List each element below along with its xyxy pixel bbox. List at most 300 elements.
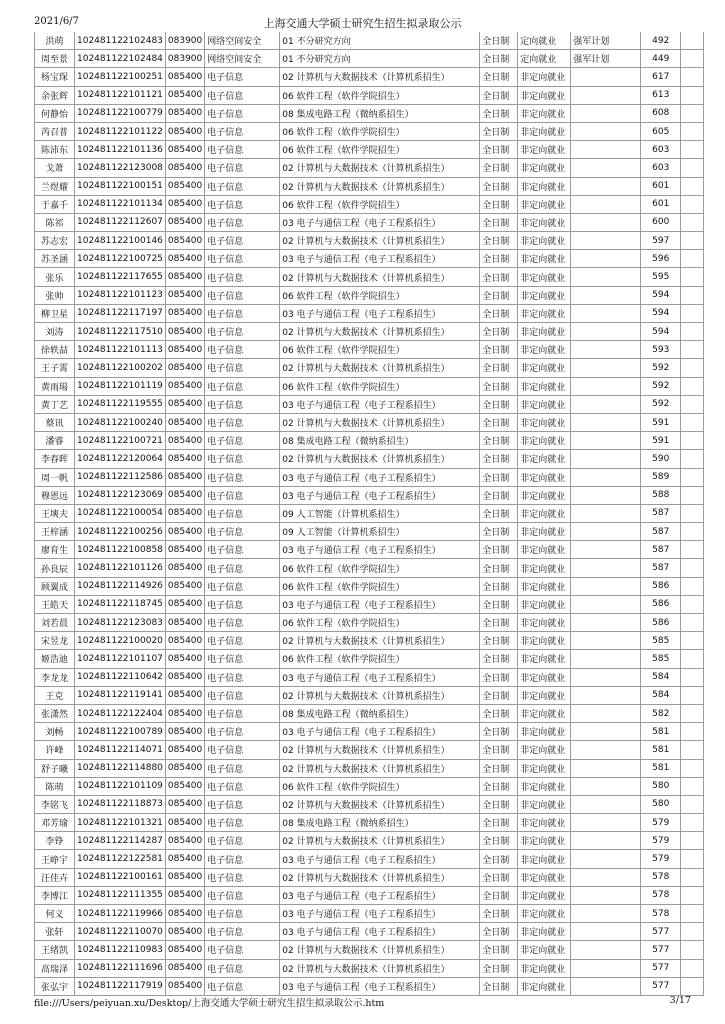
research-direction-cell: 02 计算机与大数据技术（计算机系招生） [280,741,480,759]
employment-type-cell: 非定向就业 [518,159,571,177]
employment-type-cell: 非定向就业 [518,941,571,959]
file-url: file:///Users/peiyuan.xu/Desktop/上海交通大学硕士研究生招生拟录取公示.htm [34,998,385,1009]
research-direction-cell: 03 电子与通信工程（电子工程系招生） [280,541,480,559]
study-mode-cell: 全日制 [480,832,518,850]
major-name-cell: 电子信息 [205,177,280,195]
exam-id-cell: 102481122117919 [75,977,166,995]
exam-id-cell: 102481122100721 [75,432,166,450]
blank-cell [681,32,704,50]
major-code-cell: 085400 [165,468,204,486]
major-code-cell: 085400 [165,122,204,140]
student-name-cell: 余张辉 [35,86,75,104]
exam-id-cell: 102481122100054 [75,504,166,522]
special-plan-cell [571,577,641,595]
major-code-cell: 085400 [165,213,204,231]
special-plan-cell [571,268,641,286]
special-plan-cell [571,323,641,341]
table-row [35,232,704,250]
major-name-cell: 电子信息 [205,395,280,413]
student-name-cell: 何静怡 [35,104,75,122]
research-direction-cell: 02 计算机与大数据技术（计算机系招生） [280,359,480,377]
table-row [35,541,704,559]
exam-id-cell: 102481122101119 [75,377,166,395]
special-plan-cell [571,359,641,377]
table-row [35,122,704,140]
employment-type-cell: 非定向就业 [518,686,571,704]
study-mode-cell: 全日制 [480,50,518,68]
special-plan-cell [571,432,641,450]
student-name-cell: 王塽夫 [35,504,75,522]
table-row [35,905,704,923]
research-direction-cell: 02 计算机与大数据技术（计算机系招生） [280,413,480,431]
special-plan-cell [571,377,641,395]
exam-id-cell: 102481122110983 [75,941,166,959]
exam-id-cell: 102481122100256 [75,523,166,541]
table-row [35,832,704,850]
table-row [35,868,704,886]
study-mode-cell: 全日制 [480,377,518,395]
table-row [35,359,704,377]
total-score-cell: 492 [641,32,681,50]
table-row [35,377,704,395]
table-row [35,86,704,104]
study-mode-cell: 全日制 [480,359,518,377]
total-score-cell: 613 [641,86,681,104]
employment-type-cell: 非定向就业 [518,777,571,795]
major-name-cell: 电子信息 [205,959,280,977]
major-name-cell: 电子信息 [205,923,280,941]
study-mode-cell: 全日制 [480,614,518,632]
major-name-cell: 网络空间安全 [205,50,280,68]
employment-type-cell: 非定向就业 [518,177,571,195]
special-plan-cell [571,795,641,813]
special-plan-cell [571,122,641,140]
special-plan-cell [571,886,641,904]
blank-cell [681,286,704,304]
major-name-cell: 电子信息 [205,213,280,231]
research-direction-cell: 03 电子与通信工程（电子工程系招生） [280,486,480,504]
research-direction-cell: 02 计算机与大数据技术（计算机系招生） [280,177,480,195]
major-code-cell: 085400 [165,323,204,341]
special-plan-cell [571,668,641,686]
major-code-cell: 085400 [165,905,204,923]
total-score-cell: 603 [641,141,681,159]
blank-cell [681,704,704,722]
page-number: 3/17 [669,995,691,1006]
student-name-cell: 汪佳卉 [35,868,75,886]
blank-cell [681,413,704,431]
special-plan-cell [571,104,641,122]
research-direction-cell: 02 计算机与大数据技术（计算机系招生） [280,159,480,177]
employment-type-cell: 非定向就业 [518,122,571,140]
major-name-cell: 电子信息 [205,795,280,813]
study-mode-cell: 全日制 [480,268,518,286]
exam-id-cell: 102481122100858 [75,541,166,559]
major-name-cell: 电子信息 [205,832,280,850]
total-score-cell: 617 [641,68,681,86]
blank-cell [681,250,704,268]
special-plan-cell [571,850,641,868]
major-code-cell: 085400 [165,504,204,522]
major-name-cell: 电子信息 [205,614,280,632]
employment-type-cell: 非定向就业 [518,559,571,577]
study-mode-cell: 全日制 [480,86,518,104]
research-direction-cell: 03 电子与通信工程（电子工程系招生） [280,923,480,941]
student-name-cell: 姬浩迪 [35,650,75,668]
study-mode-cell: 全日制 [480,104,518,122]
study-mode-cell: 全日制 [480,286,518,304]
major-name-cell: 电子信息 [205,450,280,468]
blank-cell [681,795,704,813]
exam-id-cell: 102481122100202 [75,359,166,377]
total-score-cell: 587 [641,504,681,522]
employment-type-cell: 非定向就业 [518,868,571,886]
study-mode-cell: 全日制 [480,850,518,868]
major-code-cell: 085400 [165,650,204,668]
major-code-cell: 085400 [165,395,204,413]
major-name-cell: 电子信息 [205,905,280,923]
total-score-cell: 581 [641,759,681,777]
blank-cell [681,614,704,632]
table-row [35,432,704,450]
research-direction-cell: 03 电子与通信工程（电子工程系招生） [280,304,480,322]
exam-id-cell: 102481122101109 [75,777,166,795]
major-code-cell: 085400 [165,886,204,904]
student-name-cell: 芮召普 [35,122,75,140]
study-mode-cell: 全日制 [480,468,518,486]
blank-cell [681,686,704,704]
blank-cell [681,104,704,122]
major-code-cell: 085400 [165,250,204,268]
exam-id-cell: 102481122100161 [75,868,166,886]
employment-type-cell: 非定向就业 [518,304,571,322]
research-direction-cell: 06 软件工程（软件学院招生） [280,614,480,632]
employment-type-cell: 非定向就业 [518,923,571,941]
blank-cell [681,232,704,250]
employment-type-cell: 非定向就业 [518,432,571,450]
total-score-cell: 581 [641,741,681,759]
table-row [35,595,704,613]
total-score-cell: 591 [641,432,681,450]
student-name-cell: 蔡讯 [35,413,75,431]
special-plan-cell [571,68,641,86]
major-name-cell: 电子信息 [205,304,280,322]
exam-id-cell: 102481122117655 [75,268,166,286]
total-score-cell: 580 [641,777,681,795]
special-plan-cell [571,650,641,668]
major-name-cell: 电子信息 [205,486,280,504]
blank-cell [681,850,704,868]
total-score-cell: 579 [641,814,681,832]
exam-id-cell: 102481122100779 [75,104,166,122]
study-mode-cell: 全日制 [480,741,518,759]
employment-type-cell: 非定向就业 [518,704,571,722]
exam-id-cell: 102481122111355 [75,886,166,904]
special-plan-cell [571,595,641,613]
table-row [35,759,704,777]
research-direction-cell: 03 电子与通信工程（电子工程系招生） [280,468,480,486]
table-row [35,632,704,650]
blank-cell [681,777,704,795]
major-code-cell: 085400 [165,341,204,359]
student-name-cell: 苏圣涵 [35,250,75,268]
table-row [35,213,704,231]
blank-cell [681,504,704,522]
blank-cell [681,523,704,541]
special-plan-cell [571,959,641,977]
study-mode-cell: 全日制 [480,323,518,341]
total-score-cell: 585 [641,632,681,650]
table-row [35,159,704,177]
exam-id-cell: 102481122101134 [75,195,166,213]
employment-type-cell: 非定向就业 [518,286,571,304]
blank-cell [681,159,704,177]
major-code-cell: 085400 [165,486,204,504]
blank-cell [681,177,704,195]
employment-type-cell: 非定向就业 [518,504,571,522]
special-plan-cell [571,523,641,541]
total-score-cell: 587 [641,523,681,541]
blank-cell [681,741,704,759]
table-row [35,268,704,286]
employment-type-cell: 非定向就业 [518,232,571,250]
blank-cell [681,868,704,886]
major-code-cell: 085400 [165,141,204,159]
table-row [35,959,704,977]
student-name-cell: 张乐 [35,268,75,286]
study-mode-cell: 全日制 [480,177,518,195]
student-name-cell: 苏志宏 [35,232,75,250]
student-name-cell: 刘畅 [35,723,75,741]
exam-id-cell: 102481122123008 [75,159,166,177]
blank-cell [681,122,704,140]
employment-type-cell: 非定向就业 [518,486,571,504]
major-code-cell: 085400 [165,268,204,286]
blank-cell [681,941,704,959]
table-row [35,304,704,322]
major-name-cell: 电子信息 [205,577,280,595]
special-plan-cell [571,304,641,322]
blank-cell [681,450,704,468]
student-name-cell: 王皓天 [35,595,75,613]
research-direction-cell: 02 计算机与大数据技术（计算机系招生） [280,268,480,286]
total-score-cell: 582 [641,704,681,722]
total-score-cell: 597 [641,232,681,250]
special-plan-cell [571,195,641,213]
student-name-cell: 王绪凯 [35,941,75,959]
major-code-cell: 085400 [165,523,204,541]
study-mode-cell: 全日制 [480,413,518,431]
major-code-cell: 085400 [165,977,204,995]
research-direction-cell: 02 计算机与大数据技术（计算机系招生） [280,632,480,650]
major-code-cell: 085400 [165,723,204,741]
research-direction-cell: 06 软件工程（软件学院招生） [280,122,480,140]
student-name-cell: 李龙龙 [35,668,75,686]
special-plan-cell [571,832,641,850]
student-name-cell: 张潇然 [35,704,75,722]
table-row [35,250,704,268]
student-name-cell: 舒子曦 [35,759,75,777]
major-name-cell: 电子信息 [205,377,280,395]
major-code-cell: 085400 [165,704,204,722]
major-code-cell: 085400 [165,814,204,832]
special-plan-cell [571,286,641,304]
blank-cell [681,304,704,322]
total-score-cell: 449 [641,50,681,68]
table-row [35,741,704,759]
special-plan-cell [571,213,641,231]
study-mode-cell: 全日制 [480,959,518,977]
research-direction-cell: 02 计算机与大数据技术（计算机系招生） [280,323,480,341]
employment-type-cell: 非定向就业 [518,650,571,668]
student-name-cell: 李博江 [35,886,75,904]
study-mode-cell: 全日制 [480,668,518,686]
research-direction-cell: 03 电子与通信工程（电子工程系招生） [280,668,480,686]
exam-id-cell: 102481122110642 [75,668,166,686]
research-direction-cell: 03 电子与通信工程（电子工程系招生） [280,395,480,413]
total-score-cell: 579 [641,850,681,868]
exam-id-cell: 102481122123083 [75,614,166,632]
study-mode-cell: 全日制 [480,632,518,650]
major-name-cell: 电子信息 [205,686,280,704]
major-code-cell: 085400 [165,86,204,104]
major-code-cell: 085400 [165,832,204,850]
employment-type-cell: 非定向就业 [518,832,571,850]
student-name-cell: 廖育生 [35,541,75,559]
major-name-cell: 电子信息 [205,850,280,868]
special-plan-cell [571,86,641,104]
total-score-cell: 578 [641,868,681,886]
student-name-cell: 兰煜耀 [35,177,75,195]
student-name-cell: 刘若晨 [35,614,75,632]
special-plan-cell [571,905,641,923]
study-mode-cell: 全日制 [480,504,518,522]
total-score-cell: 585 [641,650,681,668]
major-name-cell: 电子信息 [205,122,280,140]
special-plan-cell [571,250,641,268]
major-name-cell: 电子信息 [205,250,280,268]
student-name-cell: 顾翼成 [35,577,75,595]
table-row [35,395,704,413]
major-code-cell: 085400 [165,159,204,177]
total-score-cell: 592 [641,377,681,395]
exam-id-cell: 102481122123069 [75,486,166,504]
blank-cell [681,395,704,413]
blank-cell [681,595,704,613]
study-mode-cell: 全日制 [480,650,518,668]
study-mode-cell: 全日制 [480,213,518,231]
total-score-cell: 592 [641,359,681,377]
study-mode-cell: 全日制 [480,868,518,886]
major-code-cell: 085400 [165,195,204,213]
employment-type-cell: 非定向就业 [518,413,571,431]
special-plan-cell [571,977,641,995]
employment-type-cell: 非定向就业 [518,795,571,813]
study-mode-cell: 全日制 [480,795,518,813]
total-score-cell: 577 [641,923,681,941]
employment-type-cell: 非定向就业 [518,850,571,868]
student-name-cell: 邓芳瑜 [35,814,75,832]
exam-id-cell: 102481122112607 [75,213,166,231]
table-row [35,286,704,304]
blank-cell [681,650,704,668]
student-name-cell: 于嘉千 [35,195,75,213]
major-code-cell: 085400 [165,577,204,595]
major-name-cell: 电子信息 [205,668,280,686]
major-name-cell: 电子信息 [205,104,280,122]
employment-type-cell: 定向就业 [518,50,571,68]
major-name-cell: 电子信息 [205,195,280,213]
research-direction-cell: 08 集成电路工程（微纳系招生） [280,814,480,832]
major-code-cell: 085400 [165,450,204,468]
exam-id-cell: 102481122101123 [75,286,166,304]
exam-id-cell: 102481122120064 [75,450,166,468]
blank-cell [681,141,704,159]
student-name-cell: 王克 [35,686,75,704]
blank-cell [681,923,704,941]
major-name-cell: 电子信息 [205,432,280,450]
employment-type-cell: 非定向就业 [518,723,571,741]
research-direction-cell: 02 计算机与大数据技术（计算机系招生） [280,832,480,850]
blank-cell [681,814,704,832]
table-row [35,577,704,595]
exam-id-cell: 102481122118873 [75,795,166,813]
research-direction-cell: 02 计算机与大数据技术（计算机系招生） [280,759,480,777]
study-mode-cell: 全日制 [480,304,518,322]
student-name-cell: 李铮 [35,832,75,850]
special-plan-cell [571,141,641,159]
blank-cell [681,977,704,995]
special-plan-cell [571,450,641,468]
table-row [35,814,704,832]
special-plan-cell [571,395,641,413]
exam-id-cell: 102481122100789 [75,723,166,741]
major-code-cell: 085400 [165,923,204,941]
major-code-cell: 085400 [165,232,204,250]
exam-id-cell: 102481122100146 [75,232,166,250]
research-direction-cell: 08 集成电路工程（微纳系招生） [280,704,480,722]
employment-type-cell: 非定向就业 [518,614,571,632]
study-mode-cell: 全日制 [480,977,518,995]
study-mode-cell: 全日制 [480,559,518,577]
employment-type-cell: 非定向就业 [518,195,571,213]
major-code-cell: 085400 [165,413,204,431]
student-name-cell: 陈沛东 [35,141,75,159]
research-direction-cell: 09 人工智能（计算机系招生） [280,523,480,541]
table-row [35,723,704,741]
blank-cell [681,359,704,377]
research-direction-cell: 06 软件工程（软件学院招生） [280,559,480,577]
special-plan-cell [571,923,641,941]
table-body [35,32,704,995]
table-row [35,923,704,941]
student-name-cell: 王梓涵 [35,523,75,541]
total-score-cell: 601 [641,195,681,213]
student-name-cell: 穆恩远 [35,486,75,504]
major-code-cell: 085400 [165,668,204,686]
exam-id-cell: 102481122114287 [75,832,166,850]
table-row [35,650,704,668]
employment-type-cell: 非定向就业 [518,595,571,613]
blank-cell [681,905,704,923]
study-mode-cell: 全日制 [480,723,518,741]
study-mode-cell: 全日制 [480,759,518,777]
table-row [35,177,704,195]
major-name-cell: 电子信息 [205,886,280,904]
major-name-cell: 电子信息 [205,941,280,959]
special-plan-cell [571,413,641,431]
study-mode-cell: 全日制 [480,541,518,559]
